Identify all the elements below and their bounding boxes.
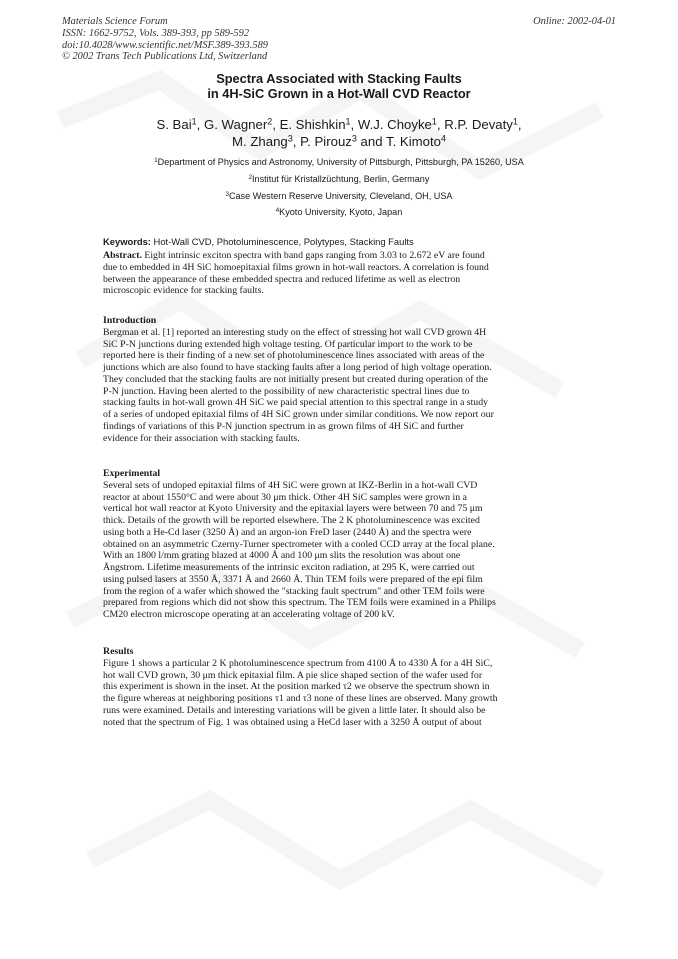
paragraph-line: findings of variations of this P-N junction spectrum in as grown films of 4H SiC and further [103, 420, 464, 432]
online-date: Online: 2002-04-01 [533, 16, 616, 27]
paragraph-line: reactor at about 1550°C and were about 30 μm thick. Other 4H SiC samples were grown in a [103, 491, 467, 503]
title-line-1: Spectra Associated with Stacking Faults [216, 71, 462, 86]
paragraph-line: the figure whereas at neighboring positions τ1 and τ3 none of these lines are observed. Many growth [103, 693, 498, 704]
author-affil-sup: 3 [351, 133, 357, 144]
section-results [103, 646, 579, 728]
author-separator: and [356, 134, 386, 149]
keywords [103, 236, 583, 248]
paragraph-line: Figure 1 shows a particular 2 K photoluminescence spectrum from 4100 Å to 4330 Å for a 4H SiC, [103, 657, 493, 669]
abstract-line-text: Eight intrinsic exciton spectra with band gaps ranging from 3.03 to 2.672 eV are found [141, 250, 485, 261]
affiliation-text: Case Western Reserve University, Cleveland, OH, USA [228, 190, 453, 201]
affiliation-number: 1 [154, 156, 158, 164]
affiliation-text: Institut für Kristallzüchtung, Berlin, Germany [252, 173, 430, 184]
author-affil-sup: 3 [287, 133, 293, 144]
author-name: T. Kimoto [385, 134, 441, 149]
author-affil-sup: 1 [512, 116, 518, 127]
author-line-2 [0, 133, 678, 150]
author-name: W.J. Choyke [357, 117, 432, 132]
title-line-2: in 4H-SiC Grown in a Hot-Wall CVD Reactor [207, 86, 471, 101]
paragraph-line: reported here is their finding of a new set of photoluminescence lines associated with areas of the [103, 350, 485, 362]
paragraph-line: vertical hot wall reactor at Kyoto University and the epitaxial layers were between 70 and 75 μm [103, 503, 483, 515]
affiliation-number: 4 [275, 207, 280, 215]
abstract-label: Abstract. [103, 250, 142, 261]
paragraph-line: of a series of undoped epitaxial films of 4H SiC grown under similar conditions. We now report our [103, 409, 494, 420]
paragraph-line: using both a He-Cd laser (3250 Å) and an argon-ion FreD laser (2440 Å) and the spectra were [103, 526, 472, 538]
paper-title [0, 71, 678, 101]
affiliation [0, 204, 678, 221]
author-separator: , [292, 134, 301, 149]
author-name: R.P. Devaty [444, 117, 513, 132]
author-affil-sup: 1 [191, 116, 197, 127]
paragraph-line: Bergman et al. [1] reported an interesting study on the effect of stressing hot wall CVD grown 4H [103, 326, 487, 338]
journal-copyright: © 2002 Trans Tech Publications Ltd, Switzerland [62, 51, 268, 63]
paragraph-line: junctions which are also found to have stacking faults after a long period of high voltage operation. [103, 362, 492, 373]
section-heading: Results [103, 646, 134, 657]
paragraph-line: evidence for their association with stacking faults. [103, 432, 300, 444]
affiliation-text: Kyoto University, Kyoto, Japan [279, 207, 403, 218]
author-separator: , [196, 117, 204, 132]
paragraph-line: prepared from regions which did not show this spectrum. The TEM foils were examined in a Philips [103, 597, 496, 609]
affiliation-number: 3 [225, 190, 229, 198]
paragraph-line: thick. Details of the growth will be reported elsewhere. The 2 K photoluminescence was excited [103, 515, 480, 526]
section-heading: Experimental [103, 468, 161, 479]
author-affil-sup: 1 [431, 116, 437, 127]
author-separator: , [350, 117, 358, 132]
journal-name: Materials Science Forum [62, 16, 168, 27]
author-name: E. Shishkin [279, 117, 346, 132]
section-heading: Introduction [103, 315, 157, 326]
affiliation-number: 2 [248, 173, 253, 181]
paragraph-line: They concluded that the stacking faults are not initially present but created during operation of the [103, 373, 488, 385]
author-name: M. Zhang [232, 134, 288, 149]
paragraph-line: SiC P-N junctions during extended high voltage testing. Of particular import to the work to be [103, 338, 473, 350]
affiliation-list [0, 154, 678, 221]
paragraph-line: CM20 electron microscope operating at an accelerating voltage of 200 kV. [103, 609, 395, 620]
author-list [0, 116, 678, 150]
section-introduction [103, 315, 579, 444]
paragraph-line: hot wall CVD grown, 30 μm thick epitaxial film. A pie slice shaped section of the wafer used for [103, 669, 483, 681]
paragraph-line: obtained on an asymmetric Czerny-Turner spectrometer with a cooled CCD array at the focal plane. [103, 538, 495, 550]
journal-issn: ISSN: 1662-9752, Vols. 389-393, pp 589-592 [62, 27, 250, 39]
abstract-line: between the appearance of these embedded spectra and reduced lifetime as well as electron [103, 273, 461, 285]
keywords-label: Keywords: [103, 236, 151, 247]
journal-doi[interactable]: doi:10.4028/www.scientific.net/MSF.389-393.589 [62, 39, 268, 51]
abstract [103, 250, 579, 297]
paragraph-line: from the region of a wafer which showed the "stacking fault spectrum" and other TEM foils were [103, 585, 485, 597]
author-separator: , [517, 117, 522, 132]
paragraph-line: P-N junction. Having been alerted to the possibility of new characteristic spectral lines due to [103, 385, 470, 397]
author-separator: , [272, 117, 280, 132]
author-separator: , [436, 117, 445, 132]
author-name: G. Wagner [203, 117, 268, 132]
paragraph-line: stacking faults in hot-wall grown 4H SiC we paid special attention to this spectral range in a study [103, 397, 488, 409]
journal-header [62, 16, 268, 63]
affiliation-text: Department of Physics and Astronomy, University of Pittsburgh, Pittsburgh, PA 15260, USA [157, 157, 524, 167]
paragraph-line: noted that the spectrum of Fig. 1 was obtained using a HeCd laser with a 3250 Å output of about [103, 716, 482, 728]
paragraph-line: Several sets of undoped epitaxial films of 4H SiC were grown at IKZ-Berlin in a hot-wall CVD [103, 479, 478, 491]
abstract-line: microscopic evidence for stacking faults. [103, 285, 264, 297]
author-name: P. Pirouz [300, 134, 352, 149]
author-affil-sup: 1 [345, 116, 351, 127]
keywords-text: Hot-Wall CVD, Photoluminescence, Polytypes, Stacking Faults [150, 236, 414, 247]
author-affil-sup: 2 [267, 116, 273, 127]
paragraph-line: Ångstrom. Lifetime measurements of the intrinsic exciton radiation, at 295 K, were carried out [103, 562, 475, 573]
paragraph-line: runs were examined. Details and interesting variations will be given a little later. It should also be [103, 704, 486, 716]
abstract-line [103, 250, 579, 262]
paragraph-line: With an 1800 l/mm grating blazed at 4000 Å and 100 μm slits the resolution was about one [103, 550, 461, 562]
abstract-line: due to embedded in 4H SiC homoepitaxial films grown in hot-wall reactors. A correlation is found [103, 261, 489, 273]
affiliation [0, 171, 678, 188]
author-affil-sup: 4 [440, 133, 446, 144]
affiliation [0, 188, 678, 205]
section-experimental [103, 468, 579, 621]
paragraph-line: using pulsed lasers at 3550 Å, 3371 Å and 2660 Å. Thin TEM foils were prepared of the epi film [103, 573, 483, 585]
affiliation [0, 154, 678, 171]
paragraph-line: this experiment is shown in the inset. At the position marked τ2 we observe the spectrum shown in [103, 681, 490, 693]
author-line-1 [0, 116, 678, 133]
author-name: S. Bai [156, 117, 192, 132]
